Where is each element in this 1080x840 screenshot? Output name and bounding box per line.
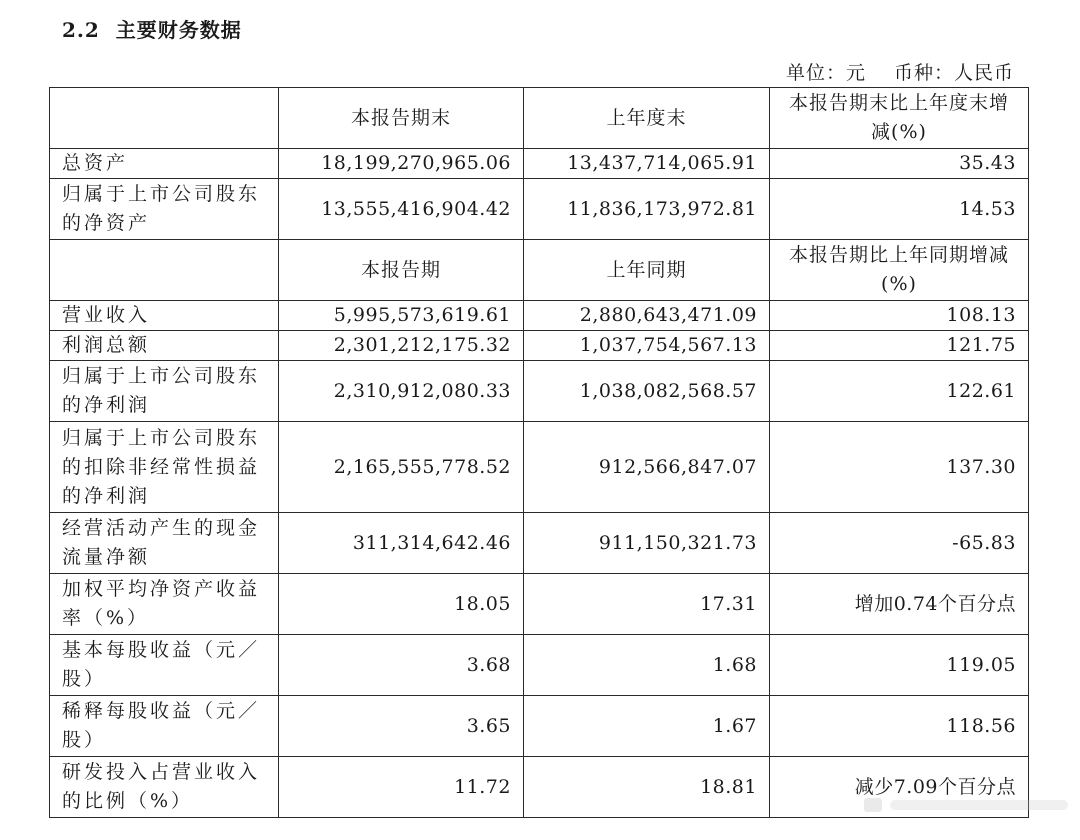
cell-current: 2,165,555,778.52 [279,422,524,513]
table-row [50,331,1029,361]
cell-prior: 912,566,847.07 [524,422,770,513]
cell-current: 13,555,416,904.42 [279,179,524,240]
table-row [50,179,1029,240]
row-label: 营业收入 [50,301,279,331]
header-cell-period-end: 本报告期末 [279,88,524,149]
row-label: 归属于上市公司股东的净利润 [50,361,279,422]
cell-change: 119.05 [770,635,1029,696]
row-label: 稀释每股收益（元／股） [50,696,279,757]
section-number: 2.2 [62,18,100,42]
table-row [50,149,1029,179]
row-label: 研发投入占营业收入的比例（%） [50,757,279,818]
header-cell-change-pct: 本报告期比上年同期增减(%) [770,240,1029,301]
section-heading: 主要财务数据 [115,18,242,42]
row-label: 加权平均净资产收益率（%） [50,574,279,635]
cell-current: 2,310,912,080.33 [279,361,524,422]
cell-prior: 17.31 [524,574,770,635]
section-title [62,14,242,43]
cell-prior: 1.67 [524,696,770,757]
cell-current: 18.05 [279,574,524,635]
table-row [50,574,1029,635]
cell-change: 14.53 [770,179,1029,240]
cell-current: 5,995,573,619.61 [279,301,524,331]
cell-change: 118.56 [770,696,1029,757]
cell-current: 18,199,270,965.06 [279,149,524,179]
cell-prior: 13,437,714,065.91 [524,149,770,179]
cell-current: 311,314,642.46 [279,513,524,574]
table-header-row-balance [50,88,1029,149]
cell-prior: 1,038,082,568.57 [524,361,770,422]
table-row [50,422,1029,513]
row-label: 利润总额 [50,331,279,361]
cell-change: -65.83 [770,513,1029,574]
cell-prior: 911,150,321.73 [524,513,770,574]
cell-change: 增加0.74个百分点 [770,574,1029,635]
header-cell-empty [50,240,279,301]
cell-prior: 1,037,754,567.13 [524,331,770,361]
cell-current: 3.68 [279,635,524,696]
cell-change: 35.43 [770,149,1029,179]
header-cell-empty [50,88,279,149]
table-header-row-income [50,240,1029,301]
cell-change: 137.30 [770,422,1029,513]
header-cell-change-pct: 本报告期末比上年度末增减(%) [770,88,1029,149]
cell-current: 3.65 [279,696,524,757]
cell-prior: 1.68 [524,635,770,696]
cell-prior: 18.81 [524,757,770,818]
cell-change: 121.75 [770,331,1029,361]
cell-current: 11.72 [279,757,524,818]
row-label: 归属于上市公司股东的净资产 [50,179,279,240]
currency-label: 币种：人民币 [893,62,1014,84]
table-row [50,635,1029,696]
cell-change: 122.61 [770,361,1029,422]
table-row [50,361,1029,422]
row-label: 经营活动产生的现金流量净额 [50,513,279,574]
header-cell-prior-period: 上年同期 [524,240,770,301]
watermark-icon [864,792,1074,818]
cell-current: 2,301,212,175.32 [279,331,524,361]
row-label: 总资产 [50,149,279,179]
unit-label: 单位：元 [785,62,866,84]
cell-change: 减少7.09个百分点 [770,757,1029,818]
table-row [50,696,1029,757]
cell-prior: 11,836,173,972.81 [524,179,770,240]
cell-change: 108.13 [770,301,1029,331]
cell-prior: 2,880,643,471.09 [524,301,770,331]
row-label: 归属于上市公司股东的扣除非经常性损益的净利润 [50,422,279,513]
row-label: 基本每股收益（元／股） [50,635,279,696]
header-cell-prior-year-end: 上年度末 [524,88,770,149]
table-row [50,513,1029,574]
table-row [50,301,1029,331]
header-cell-current-period: 本报告期 [279,240,524,301]
financial-data-table [49,87,1029,818]
unit-currency-line [786,58,1014,85]
